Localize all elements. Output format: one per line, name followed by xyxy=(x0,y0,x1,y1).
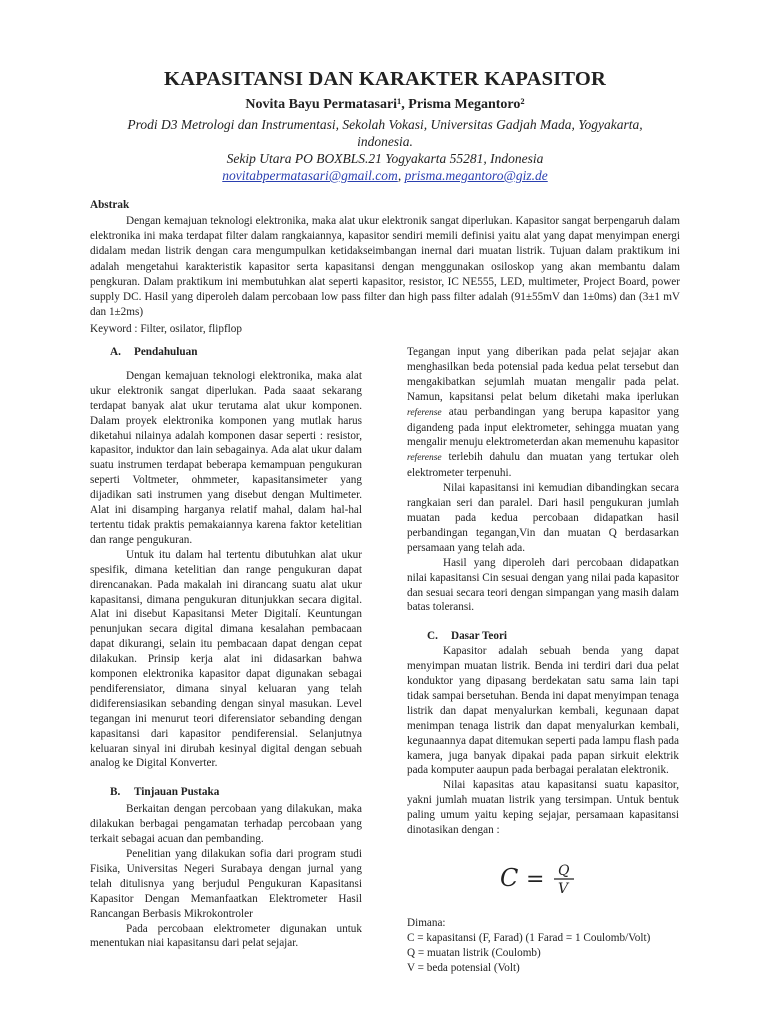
keyword-line: Keyword : Filter, osilator, flipflop xyxy=(90,323,242,335)
referense-term: referense xyxy=(407,407,442,418)
email-separator: , xyxy=(397,168,405,183)
address-line: Sekip Utara PO BOXBLS.21 Yogyakarta 55281, Indonesia xyxy=(226,151,544,166)
email-line xyxy=(60,167,710,184)
email-link-1[interactable]: novitabpermatasari@gmail.com xyxy=(222,168,398,183)
pendahuluan-paragraph-2: Untuk itu dalam hal tertentu dibutuhkan alat ukur spesifik, dimana ketelitian dan range pengukuran dapat direncanakan. Pada makalah ini dirancang suatu alat ukur kapasitansi, dimana pengukuran ditunjukkan secara digital. Alat ini disebut Kapasitansi Meter Digitalí. Keuntungan penunjukan secara digital dimana kesalahan pembacaan dapat dikurangi, selain itu pembacaan dapat dengan cepat dilakukan. Prinsip kerja alat ini didasarkan bahwa komponen elektronika kapasitor dapat digunakan sebagai pendiferensiator, dimana sinyal keluaran yang telah didiferensiasikan sebanding dengan sinyal masukan. Level tegangan ini menurut teori diferensiator sebanding dengan kapasitansi dari kapasitor pendiferensial. Selanjutnya keluaran sinyal ini dirubah kesinyal digital dengan sebuah analog ke Digital Konverter. xyxy=(90,548,362,770)
email-link-2[interactable]: prisma.megantoro@giz.de xyxy=(404,168,548,183)
tinjauan-paragraph-1: Berkaitan dengan percobaan yang dilakukan, maka dilakukan berbagai pengamatan terhadap percobaan yang terkait sebagai acuan dan pembanding. xyxy=(90,803,362,846)
dimana-label: Dimana: xyxy=(407,917,446,929)
tinjauan-paragraph-3: Pada percobaan elektrometer digunakan untuk menentukan niai kapasitansu dari pelat sejajar. xyxy=(90,922,362,950)
formula-numerator: Q xyxy=(558,863,570,879)
section-title: Tinjauan Pustaka xyxy=(134,786,220,799)
paper-title: KAPASITANSI DAN KARAKTER KAPASITOR xyxy=(163,68,607,90)
formula-denominator: V xyxy=(558,881,569,897)
formula-equals: = xyxy=(526,867,545,892)
section-title: Pendahuluan xyxy=(134,346,198,358)
text-run: atau perbandingan yang berupa kapasitor yang digandeng pada input elektrometer, sehingga muatan yang mengalir menuju elektrometerdan akan memenuhu kapasitor xyxy=(407,405,679,449)
affiliation-line-1: Prodi D3 Metrologi dan Instrumentasi, Sekolah Vokasi, Universitas Gadjah Mada, Yogyakarta, xyxy=(127,117,643,132)
comparison-paragraph: Nilai kapasitansi ini kemudian dibandingkan secara rangkaian seri dan paralel. Dari hasil pengukuran jumlah muatan pada kedua percobaan didapatkan hasil perbandingan tegangan,Vin dan muatan Q berdasarkan persamaan yang telah ada. xyxy=(407,482,679,554)
formula-graphic xyxy=(498,860,588,898)
section-title: Dasar Teori xyxy=(451,630,508,643)
text-run: terlebih dahulu dan muatan yang tertukar oleh elektrometer terpenuhi. xyxy=(407,451,679,480)
pendahuluan-paragraph-1: Dengan kemajuan teknologi elektronika, maka alat ukur elektronik sangat diperlukan. Pada saaat sekarang terdapat banyak alat ukur terutama alat ukur komponen. Dalam proyek elektronika komponen yang mutlak harus diketahui nilainya adalah komponen dasar seperti : resistor, kapasitor, induktor dan lain sebagainya. Ada alat ukur dalam suatu instrumen terdapat beberapa kemampuan pengukuran seperti Voltmeter, ohmmeter, kapasitansimeter yang dijadikan sati instrumen yang disebut dengan Multimeter. Alat ini disamping harganya relatif mahal, dalam hal-hal tertentu tidak praktis pemakaiannya karena faktor ketelitian dan range pengukuran. xyxy=(90,369,362,546)
result-paragraph: Hasil yang diperoleh dari percobaan didapatkan nilai kapasitansi Cin sesuai dengan yang nilai pada kapasitor dan sesuai secara teori dengan simpangan yang masih dalam batas toleransi. xyxy=(407,556,679,614)
formula-lhs: C xyxy=(500,864,519,892)
abstract-section xyxy=(90,198,680,320)
paper-header xyxy=(60,68,710,184)
left-column xyxy=(90,345,362,951)
section-number: A. xyxy=(110,346,121,358)
section-number: B. xyxy=(110,786,121,799)
section-number: C. xyxy=(427,630,438,643)
abstract-body: Dengan kemajuan teknologi elektronika, maka alat ukur elektronik sangat diperlukan. Kapasitor sangat berpengaruh dalam elektronika ini maka terdapat filter dalam rangkaiannya, kapasitor sendiri memili definisi yaitu alat yang dapat menyimpan energi didalam medan listrik dengan cara mengumpulkan ketidakseimbangan inernal dari muatan listrik. Tujuan dalam praktikum ini adalah mengetahui karakteristik kapasitor serta kapasitansi dengan menggunakan osiloskop yang akan membantu dalam pengkuran. Dalam praktikum ini membutuhkan alat seperti kapasitor, resistor, IC NE555, LED, multimeter, Project Board, power supply DC. Hasil yang diperoleh dalam percobaan low pass filter dan high pass filter adalah (91±55mV dan 1±0ms) dan (3±1 mV dan 1±2ms) xyxy=(90,214,680,319)
paper-authors: Novita Bayu Permatasari¹, Prisma Megantoro² xyxy=(245,97,525,112)
affiliation-line-2: indonesia. xyxy=(357,134,413,149)
text-run: Tegangan input yang diberikan pada pelat sejajar akan menghasilkan beda potensial pada kedua pelat tersebut dan mengakibatkan sejumlah muatan mengalir pada pelat. Namun, kapsitansi pelat belum diketahi maka iperlukan xyxy=(407,346,679,403)
definition-q: Q = muatan listrik (Coulomb) xyxy=(407,946,541,959)
abstract-heading: Abstrak xyxy=(90,199,130,211)
section-heading-tinjauan-pustaka xyxy=(110,785,362,800)
referense-term: referense xyxy=(407,453,442,464)
definition-v: V = beda potensial (Volt) xyxy=(407,961,520,974)
capacitance-formula xyxy=(407,860,679,898)
dasar-teori-paragraph-2: Nilai kapasitas atau kapasitansi suatu kapasitor, yakni jumlah muatan listrik yang tersimpan. Untuk bentuk paling umum yaitu keping sejajar, persamaan kapasitansi dinotasikan dengan : xyxy=(407,779,679,837)
dasar-teori-paragraph-1: Kapasitor adalah sebuah benda yang dapat menyimpan muatan listrik. Benda ini terdiri dari dua pelat konduktor yang dipasang berdekatan satu sama lain tapi tidak sampai bersetuhan. Benda ini dapat menyimpan tenaga listrik dan dapat menyalurkan kembali, kegunaan dapat menimpan tenaga listrik dan dapat menyalurkan kembali, kegunaannya dapat ditemukan seperti pada lampu flash pada kamera, juga banyak dipakai pada papan sirkuit elektrik pada komputer aaupun pada berbagai peralatan elektronik. xyxy=(407,645,679,777)
definition-c: C = kapasitansi (F, Farad) (1 Farad = 1 Coulomb/Volt) xyxy=(407,931,651,944)
section-heading-pendahuluan xyxy=(110,345,362,360)
section-heading-dasar-teori xyxy=(427,629,679,644)
electrometer-paragraph xyxy=(407,345,679,481)
right-column xyxy=(407,345,679,976)
tinjauan-paragraph-2: Penelitian yang dilakukan sofia dari program studi Fisika, Universitas Negeri Surabaya dengan jurnal yang telah ditulisnya yang berjudul Pengukuran Kapasitansi Kapasitor Dengan Memanfaatkan Elektrometer Hasil Rancangan Berbasis Mikrokontroler xyxy=(90,848,362,920)
